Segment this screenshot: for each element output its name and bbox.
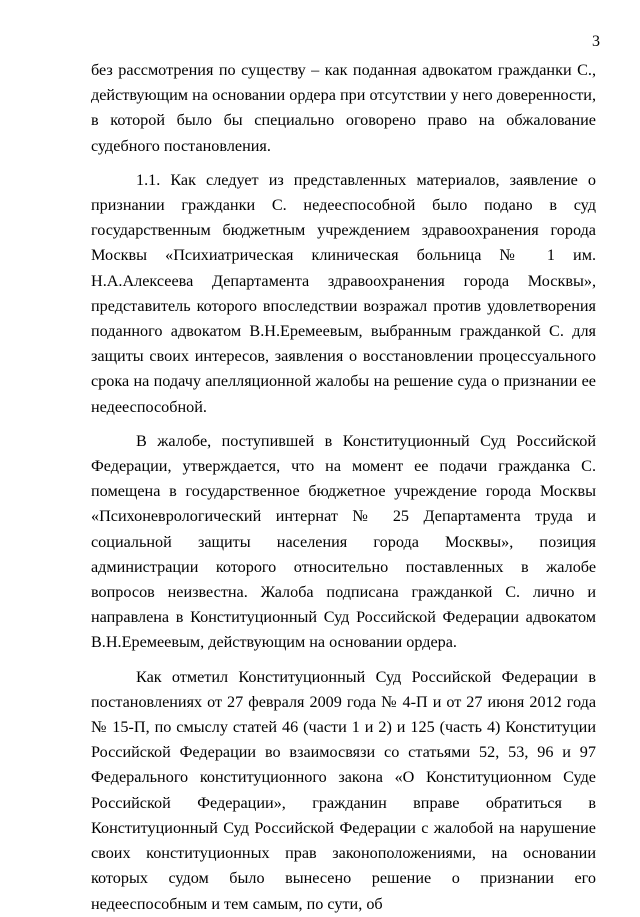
- paragraph-continuation: без рассмотрения по существу – как поданная адвокатом гражданки С., действующим на основании ордера при отсутствии у него доверенности, в которой было бы специально оговорено право на обжалование судебного постановления.: [91, 61, 596, 155]
- paragraph-complaint: В жалобе, поступившей в Конституционный Суд Российской Федерации, утверждается, что на момент ее подачи гражданка С. помещена в государственное бюджетное учреждение города Москвы «Психоневрологический интернат № 25 Департамента труда и социальной защиты населения города Москвы», позиция администрации которого относительно поставленных в жалобе вопросов неизвестна. Жалоба подписана гражданкой С. лично и направлена в Конституционный Суд Российской Федерации адвокатом В.Н.Еремеевым, действующим на основании ордера.: [91, 431, 596, 652]
- paragraph-court-position: Как отметил Конституционный Суд Российской Федерации в постановлениях от 27 февраля 2009 года № 4-П и от 27 июня 2012 года № 15-П, по смыслу статей 46 (части 1 и 2) и 125 (часть 4) Конституции Российской Федерации во взаимосвязи со статьями 52, 53, 96 и 97 Федерального конституционного закона «О Конституционном Суде Российской Федерации», гражданин вправе обратиться в Конституционный Суд Российской Федерации с жалобой на нарушение своих конституционных прав законоположениями, на основании которых судом было вынесено решение о признании его недееспособным и тем самым, по сути, об: [91, 667, 596, 913]
- page-number: 3: [592, 33, 600, 50]
- paragraph-1-1: 1.1. Как следует из представленных материалов, заявление о признании гражданки С. недееспособной было подано в суд государственным бюджетным учреждением здравоохранения города Москвы «Психиатрическая клиническая больница № 1 им. Н.А.Алексеева Департамента здравоохранения города Москвы», представитель которого впоследствии возражал против удовлетворения поданного адвокатом В.Н.Еремеевым, выбранным гражданкой С. для защиты своих интересов, заявления о восстановлении процессуального срока на подачу апелляционной жалобы на решение суда о признании ее недееспособной.: [91, 170, 596, 416]
- document-body: [91, 58, 596, 917]
